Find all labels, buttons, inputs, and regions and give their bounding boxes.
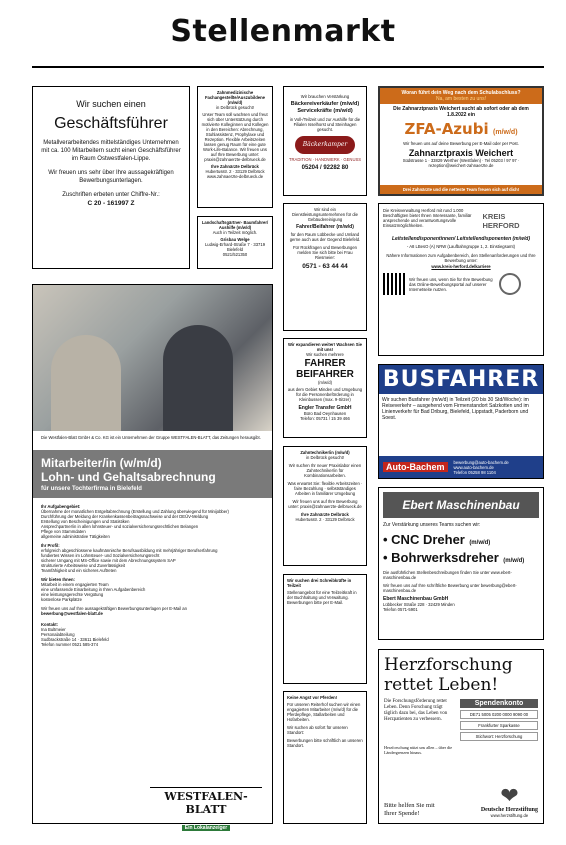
ad9-photo <box>33 285 272 431</box>
ad8-mwd: (m/w/d) <box>318 380 332 385</box>
ad12-role1: CNC Dreher <box>391 532 465 547</box>
ad1-contact: Zuschriften erbeten unter Chiffre-Nr.: <box>62 192 160 198</box>
ad-geschaeftsfuehrer <box>32 86 190 269</box>
heart-icon: ❤ <box>500 783 519 808</box>
ad8-sub: Wir suchen mehrere <box>306 352 344 357</box>
ad15-cta: Bitte helfen Sie mit Ihrer Spende! <box>384 802 435 817</box>
ad2-address: Hubertusstr. 2 · 33129 Delbrück <box>205 169 265 174</box>
page-title: Stellenmarkt <box>170 14 396 49</box>
ad9-task-2: Erstellung von Bescheinigungen und Statistiken <box>41 519 130 524</box>
ad12-text: Die ausführlichen Stellenbeschreibungen finden Sie unter www.ebert-maschinenbau.de <box>383 570 512 580</box>
ad9-contact: Kontakt: <box>41 622 58 627</box>
ad14-closing: Bewerbungen bitte schriftlich an unseren Standort. <box>287 738 363 748</box>
ad2-sub: in Delbrück gesucht! <box>216 105 254 110</box>
ad1-closing: Wir freuen uns sehr über Ihre aussagekräftigen Bewerbungsunterlagen. <box>48 170 174 184</box>
ad11-brand: Auto-Bachem <box>383 462 448 472</box>
ad-engler-transfer <box>283 338 367 438</box>
ad15-bank: Spendenkonto <box>460 699 538 708</box>
ad4-logo: Bäckerkamper <box>295 136 355 154</box>
ad9-phone: Telefon nummer 0521 585-374 <box>41 642 99 647</box>
ad5-mwd: (m/w/d) <box>493 129 518 136</box>
ad-reiterhof <box>283 691 367 824</box>
ad12-mwd1: (m/w/d) <box>469 540 491 546</box>
ad12-closing: Wir freuen uns auf Ihre schriftliche Bewerbung unter bewerbung@ebert-maschinenbau.de <box>383 583 517 593</box>
ad10-title: Zahntechniker/in (m/w/d) <box>300 450 350 455</box>
ad9-sec3: Wir bieten Ihnen: <box>41 577 75 582</box>
ad9-email[interactable]: bewerbung@westfalen-blatt.de <box>41 611 103 616</box>
ad6-text: Für Rückfragen und Bewerbungen melden Sie sich bitte bei Frau Riesmeier: <box>292 245 357 260</box>
ad15-bank2: Stichwort: Herzforschung <box>460 732 538 741</box>
ad13-text: Stellenangebot für eine Teilzeitkraft in der Buchhaltung und Verwaltung. Bewerbungen bitte per E-Mail. <box>287 590 357 605</box>
ad15-web[interactable]: www.herzstiftung.de <box>490 813 529 818</box>
ad5-address: Südstrasse 1 · 33829 Werther (Westfalen) · Tel 05203 / 97 97 · rezeption@weichert-zahnaerzte.de <box>402 158 520 168</box>
ad9-profile-2: sicherer Umgang mit MS-Office sowie mit dem Abrechnungssystem SAP <box>41 558 176 563</box>
ad4-title: Bäckereiverkäufer (m/w/d) Servicekräfte (m/w/d) <box>290 101 360 114</box>
ad9-sec1: Ihr Aufgabengebiet: <box>41 504 81 509</box>
ad-fahrer-gebaeudereinigung <box>283 203 367 331</box>
ad15-brand: Deutsche Herzstiftung <box>480 807 538 813</box>
ad8-role2: BEIFAHRER <box>296 369 354 380</box>
ad9-sec2: Ihr Profil: <box>41 543 60 548</box>
ad7-web[interactable]: www.kreis-herford.de/karriere <box>431 264 491 269</box>
ad7-career: Wir freuen uns, wenn Sie für Ihre Bewerbung das Online-Bewerbungsportal auf unserer Internetseite nutzen. <box>409 276 493 292</box>
ad-zahntechniker <box>283 446 367 566</box>
ad9-title2: Lohn- und Gehaltsabrechnung <box>41 470 216 484</box>
ad11-web[interactable]: www.auto-bachem.de <box>453 464 494 470</box>
career-badge-icon <box>499 273 521 295</box>
ad10-practice: Ihre Zahnärzte Delbrück <box>301 512 349 517</box>
ad9-offer-3: kostenlose Parkplätze <box>41 597 82 602</box>
ad14-sub: Wir suchen ab sofort für unseren Standort: <box>287 725 348 735</box>
ad2-practice: Ihre Zahnärzte Delbrück <box>211 164 259 169</box>
ad10-address: Hubertusstr. 2 · 33129 Delbrück <box>295 517 355 522</box>
ad1-text: Metallverarbeitendes mittelständiges Unternehmen mit ca. 100 Mitarbeitern sucht einen Geschäftsführer im Raum Ostwestfalen-Lippe. <box>41 140 181 162</box>
ad9-task-3: Ansprechpartner/in in allen lohnsteuer- und sozialversicherungsrechtlichen Belangen <box>41 524 199 529</box>
ad-zahnmed-fachangestellte <box>197 86 273 208</box>
ad6-role: Fahrer/Beifahrer (m/w/d) <box>296 224 354 230</box>
ad15-bank1: Frankfurter Sparkasse <box>460 721 538 730</box>
ad10-offer: Was erwartet Sie: flexible Arbeitszeiten · faire Bezahlung · selbstständiges Arbeiten in familiärer Umgebung <box>287 481 363 496</box>
ad1-chiffre: C 20 - 161997 Z <box>87 200 135 207</box>
ad12-role2: Bohrwerksdreher <box>391 550 499 565</box>
ad6-phone: 0571 - 63 44 44 <box>302 263 348 270</box>
ad5-sub: Na, am besten zu uns! <box>435 96 487 102</box>
ad12-sub: Zur Verstärkung unseres Teams suchen wir: <box>383 522 481 528</box>
ad1-title: Geschäftsführer <box>54 115 168 132</box>
ad3-company: Grisbau Welge <box>220 237 250 242</box>
ad12-phone: Telefon 0571-5901 <box>383 607 418 612</box>
ad9-closing: Wir freuen uns auf Ihre aussagekräftigen Bewerbungsunterlagen per E-Mail an <box>41 606 187 611</box>
ad9-task-0: Übernahme der monatlichen Entgeltabrechnung (Erstellung und Zahlung überwiegend für Minijobber) <box>41 509 229 514</box>
ad11-text: Wir suchen Busfahrer (m/w/d) in Teilzeit (20 bis 30 Std/Woche): im Reiseverkehr – ausgehend vom Firmenstandort Salzkotten und im Linienverkehr für Bad Driburg, Bielefeld, Lippstadt, Paderborn und Soest. <box>382 397 529 421</box>
ad4-tags: TRADITION · HANDWERK · GENUSS <box>288 157 362 162</box>
ad9-profile-3: strukturierte Arbeitsweise und Zuverlässigkeit <box>41 563 126 568</box>
ad7-more: Nähere Informationen zum Aufgabenbereich, den Stellenanforderungen und Ihre Bewerbung unter: <box>386 253 536 263</box>
ad15-title: Herzforschung rettet Leben! <box>384 655 513 695</box>
ad-westfalen-blatt <box>32 284 273 831</box>
ad4-phone: 05204 / 92282 80 <box>301 165 349 171</box>
ad6-title: Wir sind ein Dienstleistungsunternehmen für die Gebäudereinigung <box>292 207 358 222</box>
ad12-logo: Ebert Maschinenbau <box>383 492 539 518</box>
ad12-mwd2: (m/w/d) <box>503 558 525 564</box>
ad3-address: Ludwig-Erhard-Straße 7 · 33719 Bielefeld <box>204 242 266 252</box>
ad10-text: Wir suchen Ihr neuer Praxislabor einen Zahntechniker/in für Kombinationsarbeiten. <box>288 463 362 478</box>
ad9-task-4: Pflege von Stammdaten <box>41 529 86 534</box>
qr-code-icon <box>383 273 405 295</box>
ad9-contact-addr: Sudbrackstraße 14 · 33611 Bielefeld <box>41 637 109 642</box>
ad7-text: Die Kreisverwaltung Herford mit rund 1.000 Beschäftigten bietet Ihnen Interessante, familiär ansprechende und verantwortungsvolle Einsatzmöglichkeiten. <box>383 208 472 228</box>
ad11-email[interactable]: bewerbung@auto-bachem.de <box>453 459 509 465</box>
ad-herzforschung <box>378 649 544 824</box>
ad3-sub: Auch in Teilzeit möglich. <box>212 230 258 235</box>
ad9-offer-0: Mitarbeit in einem engagierten Team <box>41 582 109 587</box>
ad-landschaftsgaertner <box>197 216 273 269</box>
ad2-web: www.zahnaerzte-delbrueck.de <box>206 174 264 179</box>
ad9-title: Mitarbeiter/in (w/m/d) <box>41 456 162 470</box>
ad5-name: Zahnarztpraxis Weichert <box>408 148 514 158</box>
ad-baeckerei <box>283 86 367 196</box>
ad7-role: Leitstellendisponentinnen/ Leitstellendisponenten (m/w/d) <box>391 236 531 242</box>
ad10-sub: in Delbrück gesucht! <box>306 455 344 460</box>
ad-ebert-maschinenbau: Ebert Maschinenbau Zur Verstärkung unseres Teams suchen wir: • CNC Dreher (m/w/d) • Bohrwerksdreher (m/w/d) Die ausführlichen Stellenbeschreibungen finden Sie unter www.ebert-maschinenbau.de Wir freuen uns auf Ihre schriftliche Bewerbung unter bewerbung@ebert-maschinenbau.de Ebert Maschinenbau GmbH Lübbecker Straße 228 · 32429 Minden Telefon 0571-5901 <box>378 487 544 640</box>
ad15-closing: Herzforschung nützt uns allen – über die Ländergrenzen hinaus. <box>384 745 453 755</box>
ad8-heading: Wir expandieren weiter! Wachsen Sie mit uns! <box>287 342 363 352</box>
ad11-phone: Telefon 05258 98 1104 <box>453 469 496 475</box>
ad11-heading: BUSFAHRER <box>382 367 540 392</box>
ad5-heading: Woran führt dein Weg nach dem Schulabschluss? <box>401 90 521 96</box>
ad15-iban: DE71 5005 0200 0000 9090 00 <box>460 710 538 719</box>
ad7-brand: KREIS HERFORD <box>482 212 520 230</box>
ad9-offer-1: eine umfassende Einarbeitung in Ihren Aufgabenbereich <box>41 587 146 592</box>
ad9-contact-dept: Personalabteilung <box>41 632 75 637</box>
ad3-phone: 0521/521350 <box>222 252 248 257</box>
ad9-sub: für unsere Tochterfirma in Bielefeld <box>41 486 142 492</box>
ad10-closing: Wir freuen uns auf Ihre Bewerbung unter: praxis@zahnaerzte-delbrueck.de <box>288 499 362 509</box>
ad9-profile-1: fundiertes Wissen im Lohnsteuer- und Sozialversicherungsrecht <box>41 553 160 558</box>
ad8-text: aus dem Gebiet Minden und Umgebung für die Personenbeförderung in Kleinbussen (max. 9-Sitzer) <box>287 387 363 402</box>
ad8-phone: Telefon: 05731 / 15 39 466 <box>300 416 350 421</box>
ad4-heading: Wir brauchen Verstärkung <box>300 94 350 99</box>
ad6-sub: für den Raum Lübbecke und Umland gerne auch aus der Gegend Bielefeld. <box>289 232 361 242</box>
ad-zfa-azubi <box>378 86 544 196</box>
ad12-company: Ebert Maschinenbau GmbH <box>383 596 449 602</box>
ad1-heading: Wir suchen einen <box>76 99 146 109</box>
ad8-role1: FAHRER <box>304 358 346 369</box>
ad8-company: Engler Transfer GmbH <box>298 405 352 411</box>
ad8-address: Büro Bad Oeynhausen <box>303 411 347 416</box>
ad5-line: Die Zahnarztpraxis Weichert sucht ab sofort oder ab dem 1.8.2022 ein <box>393 106 529 118</box>
title-rule <box>32 66 544 68</box>
ad7-detail: - A8 LBesO (A) NRW (Laufbahngruppe 1, 2. Einstiegsamt) <box>406 244 516 249</box>
ad4-sub: in Voll-/Teilzeit und zur Aushilfe für die Filialen Isselhorst und Steinhagen gesucht. <box>289 117 361 132</box>
ad5-footer: Drei Zahnärzte und die netteste Team freuen sich auf dich! <box>402 187 520 192</box>
ad9-offer-2: eine leistungsgerechte Vergütung <box>41 592 104 597</box>
ad9-profile-0: erfolgreich abgeschlossene kaufmännische Berufsausbildung mit mehrjähriger Berufserfahrung <box>41 548 218 553</box>
ad14-heading: Keine Angst vor Pferden! <box>287 695 338 700</box>
ad9-task-1: Durchführung der Meldung der Krankenkassenbeitragsnachweise und der DEÜV-Meldung <box>41 514 209 519</box>
ad13-heading: Wir suchen drei Schreibkräfte in Teilzeit <box>287 578 352 588</box>
ad9-task-5: allgemeine administrative Tätigkeiten <box>41 534 110 539</box>
ad3-title: Landschaftsgärtner- Baumfahrer/ Aushilfe (m/w/d) <box>201 220 269 230</box>
westfalen-blatt-logo: WESTFALEN-BLATT Ein Lokalanzeiger <box>150 787 262 815</box>
ad9-intro: Die Westfalen-Blatt GmbH & Co. KG ist ein Unternehmen der Gruppe WESTFALEN-BLATT, das Zeitungen herausgibt. <box>41 435 261 440</box>
ad5-azubi: ZFA-Azubi <box>404 120 489 138</box>
ad5-text: Wir freuen uns auf deine Bewerbung per E-Mail oder per Post. <box>403 141 519 146</box>
ad15-text: Die Forschungsförderung rettet Leben. Denn Forschung trägt täglich dazu bei, das Leben von Herzpatienten zu verbessern. <box>384 699 448 722</box>
ad-schreibkraefte <box>283 574 367 684</box>
ad-busfahrer <box>378 364 544 479</box>
ad14-text: Für unseren Reiterhof suchen wir einen engagierten Mitarbeiter (m/w/d) für die Pferdepflege, Stallarbeiten und Hofarbeiten. <box>287 702 361 722</box>
ad9-profile-4: Teamfähigkeit und ein sicheres Auftreten <box>41 568 117 573</box>
ad2-text: Unser Team soll wachsen und freut sich über Unterstützung durch motivierte Kolleginnen und Kollegen in den Bereichen: Abrechnung, Stuhlassistenz, Prophylaxe und Rezeption. Flexible Arbeitszeiten lassen genug Raum für eine gute Work-Life-Balance. Wir freuen uns auf Ihre Bewerbung unter: praxis@zahnaerzte-delbrueck.de <box>201 112 269 162</box>
ad12-address: Lübbecker Straße 228 · 32429 Minden <box>383 602 455 607</box>
ad9-contact-name: Ina Bultmeier <box>41 627 66 632</box>
ad2-title: Zahnmedizinische Fachangestellte/Auszubildene (m/w/d) <box>204 90 266 105</box>
ad-kreis-herford <box>378 203 544 356</box>
